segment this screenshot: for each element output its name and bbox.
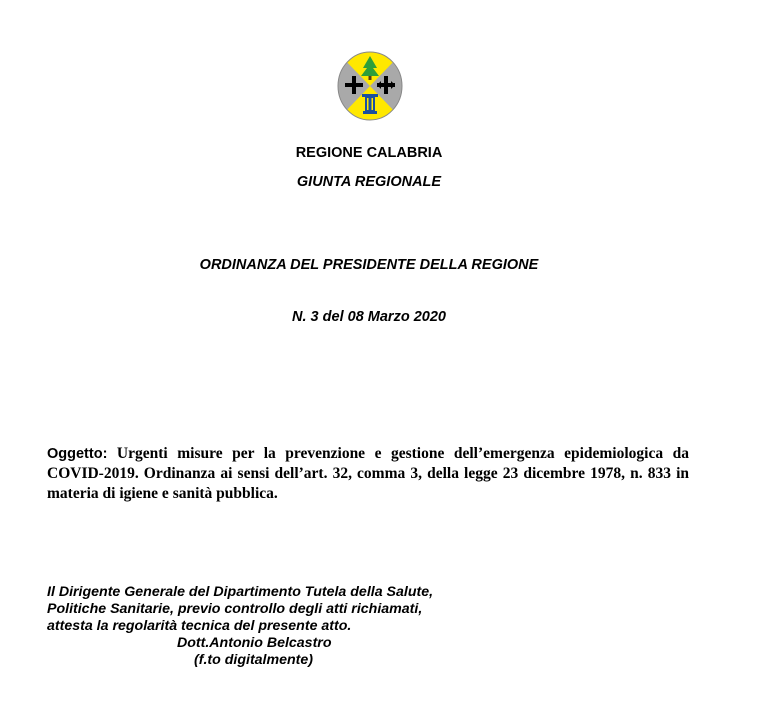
document-number-date: N. 3 del 08 Marzo 2020 xyxy=(292,309,446,325)
document-type: ORDINANZA DEL PRESIDENTE DELLA REGIONE xyxy=(199,257,539,273)
region-title: REGIONE CALABRIA xyxy=(295,145,443,161)
attestation-line: Il Dirigente Generale del Dipartimento Tutela della Salute, xyxy=(47,584,434,600)
signature-note: (f.to digitalmente) xyxy=(194,652,314,668)
attestation-block xyxy=(47,584,477,669)
subject-label: Oggetto: xyxy=(47,446,108,462)
attestation-line: Politiche Sanitarie, previo controllo degli atti richiamati, xyxy=(47,601,423,617)
subject-text: Urgenti misure per la prevenzione e gestione dell’emergenza epidemiologica da COVID-2019. Ordinanza ai sensi dell’art. 32, comma 3, della legge 23 dicembre 1978, n. 833 in materia di igiene e sanità pubblica. xyxy=(47,445,689,502)
signer-name: Dott.Antonio Belcastro xyxy=(177,635,332,651)
council-subtitle: GIUNTA REGIONALE xyxy=(296,174,442,190)
subject-paragraph xyxy=(47,444,689,504)
attestation-line: attesta la regolarità tecnica del presente atto. xyxy=(47,618,352,634)
regione-calabria-emblem-icon xyxy=(336,50,404,122)
